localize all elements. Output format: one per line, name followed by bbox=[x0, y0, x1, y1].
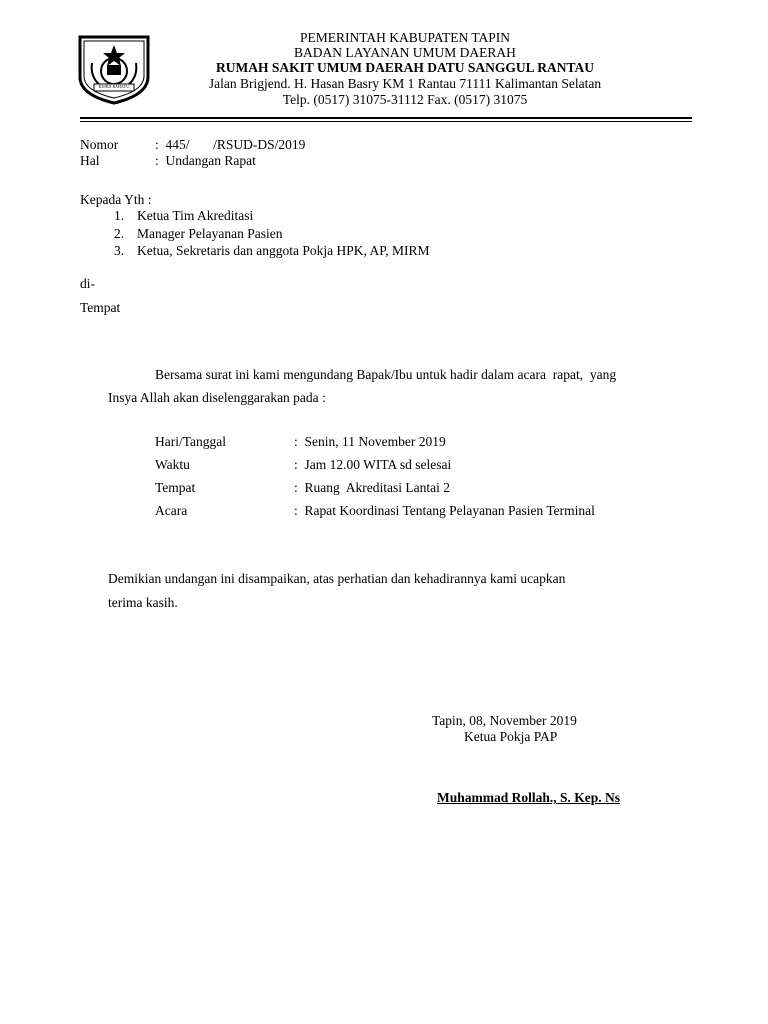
closing-line1: Demikian undangan ini disampaikan, atas perhatian dan kehadirannya kami ucapkan bbox=[108, 571, 566, 586]
recipient-item-num: 1. bbox=[114, 208, 125, 223]
logo-ribbon-text: RUHUI RAHAYU bbox=[98, 84, 130, 89]
detail-label: Tempat bbox=[155, 480, 196, 495]
recipient-item: Ketua, Sekretaris dan anggota Pokja HPK, AP, MIRM bbox=[137, 243, 430, 258]
recipient-item-num: 3. bbox=[114, 243, 125, 258]
recipient-greeting: Kepada Yth : bbox=[80, 192, 152, 207]
detail-value: : Rapat Koordinasi Tentang Pelayanan Pasien Terminal bbox=[294, 503, 595, 518]
detail-value: : Ruang Akreditasi Lantai 2 bbox=[294, 480, 450, 495]
kop-line-agency: BADAN LAYANAN UMUM DAERAH bbox=[294, 45, 516, 60]
recipient-item-num: 2. bbox=[114, 226, 125, 241]
body-paragraph-line2: Insya Allah akan diselenggarakan pada : bbox=[108, 390, 326, 405]
letterhead-rule-thin bbox=[80, 121, 692, 122]
hal-label: Hal bbox=[80, 153, 100, 168]
recipient-di: di- bbox=[80, 276, 95, 291]
nomor-label: Nomor bbox=[80, 137, 119, 152]
closing-line2: terima kasih. bbox=[108, 595, 178, 610]
kop-line-address: Jalan Brigjend. H. Hasan Basry KM 1 Rantau 71111 Kalimantan Selatan bbox=[208, 76, 602, 91]
kop-line-government: PEMERINTAH KABUPATEN TAPIN bbox=[299, 30, 511, 45]
signature-name: Muhammad Rollah., S. Kep. Ns bbox=[437, 790, 621, 805]
hal-value: : Undangan Rapat bbox=[155, 153, 256, 168]
body-paragraph-line1: Bersama surat ini kami mengundang Bapak/Ibu untuk hadir dalam acara rapat, yang bbox=[155, 367, 617, 382]
recipient-item: Manager Pelayanan Pasien bbox=[137, 226, 283, 241]
detail-label: Acara bbox=[155, 503, 188, 518]
kop-line-phone: Telp. (0517) 31075-31112 Fax. (0517) 31075 bbox=[282, 92, 528, 107]
recipient-item: Ketua Tim Akreditasi bbox=[137, 208, 254, 223]
detail-value: : Jam 12.00 WITA sd selesai bbox=[294, 457, 452, 472]
signature-place-date: Tapin, 08, November 2019 bbox=[432, 713, 577, 728]
letterhead-rule-thick bbox=[80, 117, 692, 119]
regency-emblem-logo bbox=[72, 33, 156, 105]
detail-label: Waktu bbox=[155, 457, 190, 472]
kop-line-hospital-name: RUMAH SAKIT UMUM DAERAH DATU SANGGUL RANTAU bbox=[215, 60, 594, 75]
detail-value: : Senin, 11 November 2019 bbox=[294, 434, 446, 449]
detail-label: Hari/Tanggal bbox=[155, 434, 227, 449]
signature-position: Ketua Pokja PAP bbox=[464, 729, 558, 744]
recipient-tempat: Tempat bbox=[80, 300, 121, 315]
nomor-value: : 445/ /RSUD-DS/2019 bbox=[155, 137, 306, 152]
